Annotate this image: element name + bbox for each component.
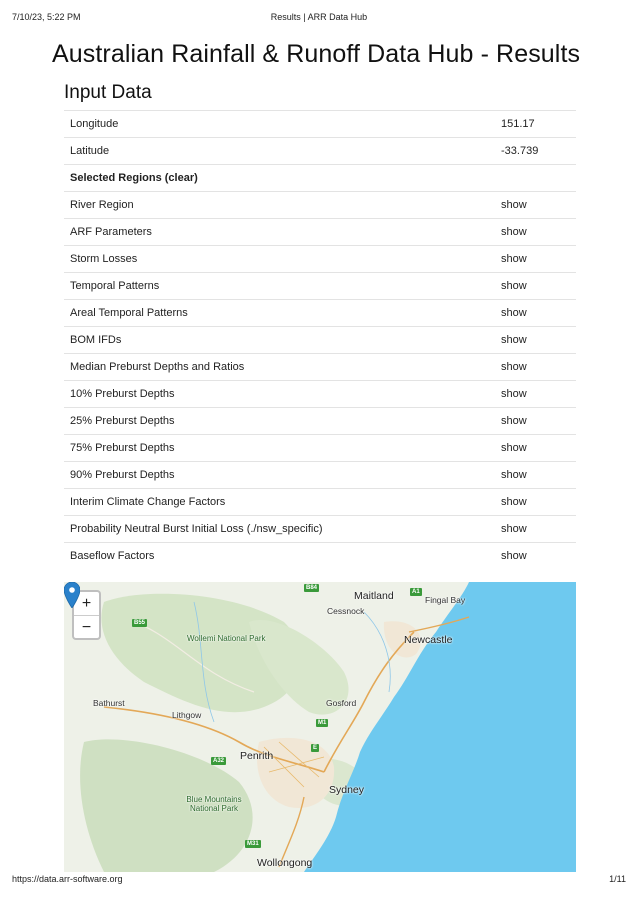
print-datetime: 7/10/23, 5:22 PM bbox=[12, 12, 81, 22]
row-action bbox=[499, 489, 576, 516]
road-shield-a32: A32 bbox=[213, 758, 225, 764]
map-label-penrith: Penrith bbox=[240, 750, 274, 762]
print-url: https://data.arr-software.org bbox=[12, 874, 123, 884]
table-row bbox=[64, 138, 576, 165]
row-label: Median Preburst Depths and Ratios bbox=[64, 354, 499, 381]
table-row bbox=[64, 219, 576, 246]
row-label: Latitude bbox=[64, 138, 499, 165]
location-map[interactable] bbox=[64, 582, 576, 872]
print-header bbox=[12, 12, 626, 26]
row-value: -33.739 bbox=[499, 138, 576, 165]
row-value bbox=[499, 165, 576, 192]
row-label: Probability Neutral Burst Initial Loss (./nsw_specific) bbox=[64, 516, 499, 543]
row-label: River Region bbox=[64, 192, 499, 219]
print-footer bbox=[12, 874, 626, 888]
map-label-maitland: Maitland bbox=[354, 590, 394, 602]
road-shield-b84: B84 bbox=[306, 585, 318, 591]
row-action bbox=[499, 516, 576, 543]
row-action bbox=[499, 408, 576, 435]
row-action bbox=[499, 354, 576, 381]
table-row bbox=[64, 246, 576, 273]
table-row bbox=[64, 327, 576, 354]
row-label: 90% Preburst Depths bbox=[64, 462, 499, 489]
input-data-table bbox=[64, 110, 576, 569]
show-link[interactable]: show bbox=[501, 307, 527, 319]
map-label-lithgow: Lithgow bbox=[172, 710, 202, 720]
row-action bbox=[499, 327, 576, 354]
row-label: BOM IFDs bbox=[64, 327, 499, 354]
table-row bbox=[64, 435, 576, 462]
row-label: Temporal Patterns bbox=[64, 273, 499, 300]
row-action bbox=[499, 273, 576, 300]
row-action bbox=[499, 219, 576, 246]
table-row bbox=[64, 516, 576, 543]
row-action bbox=[499, 435, 576, 462]
map-label-wollongong: Wollongong bbox=[257, 857, 313, 869]
print-page-number: 1/11 bbox=[609, 874, 626, 884]
table-row bbox=[64, 300, 576, 327]
table-row bbox=[64, 489, 576, 516]
row-action bbox=[499, 381, 576, 408]
print-doc-title: Results | ARR Data Hub bbox=[270, 12, 368, 22]
map-label-newcastle: Newcastle bbox=[404, 634, 453, 646]
section-title: Input Data bbox=[64, 82, 152, 103]
table-row bbox=[64, 165, 576, 192]
show-link[interactable]: show bbox=[501, 550, 527, 562]
show-link[interactable]: show bbox=[501, 280, 527, 292]
map-label-bathurst: Bathurst bbox=[93, 698, 125, 708]
show-link[interactable]: show bbox=[501, 469, 527, 481]
table-row bbox=[64, 273, 576, 300]
row-label: ARF Parameters bbox=[64, 219, 499, 246]
show-link[interactable]: show bbox=[501, 361, 527, 373]
road-shield-e: E bbox=[313, 745, 318, 751]
road-shield-m31: M31 bbox=[247, 841, 259, 847]
map-label-gosford: Gosford bbox=[326, 698, 357, 708]
show-link[interactable]: show bbox=[501, 496, 527, 508]
page-title: Australian Rainfall & Runoff Data Hub - Results bbox=[52, 40, 581, 68]
row-action bbox=[499, 300, 576, 327]
table-row bbox=[64, 543, 576, 570]
show-link[interactable]: show bbox=[501, 523, 527, 535]
show-link[interactable]: show bbox=[501, 199, 527, 211]
row-value: 151.17 bbox=[499, 111, 576, 138]
row-label: Interim Climate Change Factors bbox=[64, 489, 499, 516]
row-label: Areal Temporal Patterns bbox=[64, 300, 499, 327]
row-action bbox=[499, 246, 576, 273]
road-shield-b55: B55 bbox=[134, 620, 146, 626]
row-label: 10% Preburst Depths bbox=[64, 381, 499, 408]
map-pin-icon[interactable] bbox=[64, 582, 80, 608]
map-label-fingal-bay: Fingal Bay bbox=[425, 595, 466, 605]
map-label-wollemi: Wollemi National Park bbox=[187, 634, 266, 643]
show-link[interactable]: show bbox=[501, 226, 527, 238]
show-link[interactable]: show bbox=[501, 388, 527, 400]
row-label: Storm Losses bbox=[64, 246, 499, 273]
table-row bbox=[64, 462, 576, 489]
row-action bbox=[499, 192, 576, 219]
road-shield-m1: M1 bbox=[318, 720, 327, 726]
map-label-cessnock: Cessnock bbox=[327, 606, 365, 616]
show-link[interactable]: show bbox=[501, 415, 527, 427]
row-action bbox=[499, 543, 576, 570]
zoom-in-button[interactable]: + bbox=[74, 592, 99, 616]
table-row bbox=[64, 111, 576, 138]
row-label: Longitude bbox=[64, 111, 499, 138]
row-label: Baseflow Factors bbox=[64, 543, 499, 570]
table-row bbox=[64, 381, 576, 408]
table-row bbox=[64, 192, 576, 219]
show-link[interactable]: show bbox=[501, 442, 527, 454]
map-label-blue-mountains: Blue Mountains National Park bbox=[186, 795, 242, 813]
road-shield-a1: A1 bbox=[412, 589, 420, 595]
row-action bbox=[499, 462, 576, 489]
show-link[interactable]: show bbox=[501, 253, 527, 265]
zoom-out-button[interactable]: − bbox=[81, 619, 92, 636]
show-link[interactable]: show bbox=[501, 334, 527, 346]
table-row bbox=[64, 354, 576, 381]
table-row bbox=[64, 408, 576, 435]
row-label: 75% Preburst Depths bbox=[64, 435, 499, 462]
map-label-sydney: Sydney bbox=[329, 784, 365, 796]
row-label: 25% Preburst Depths bbox=[64, 408, 499, 435]
selected-regions-heading[interactable]: Selected Regions (clear) bbox=[64, 165, 499, 192]
